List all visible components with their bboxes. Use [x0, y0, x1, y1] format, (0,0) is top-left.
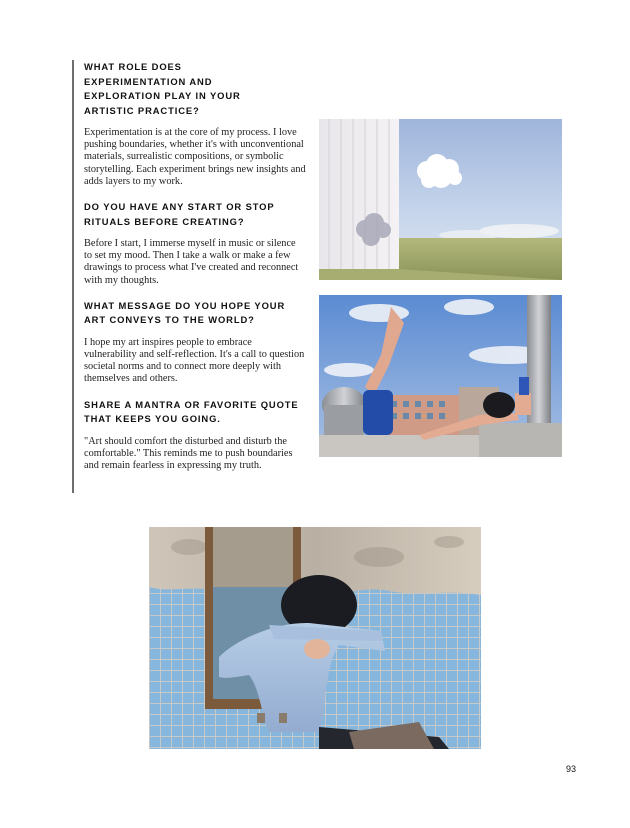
margin-rule — [72, 60, 74, 493]
interview-column — [84, 60, 306, 484]
mirror-embrace-photo — [149, 527, 481, 749]
rooftop-figures-photo — [319, 295, 562, 457]
page-number: 93 — [565, 764, 576, 774]
answer-paragraph: I hope my art inspires people to embrace vulnerability and self-reflection. It's a call to question societal norms and to connect more deeply with themselves and others. — [84, 336, 305, 385]
answer-paragraph: Before I start, I immerse myself in music or silence to set my mood. Then I take a walk or make a few drawings to process what I've created and reconnect with my thoughts. — [84, 238, 299, 286]
answer-paragraph: "Art should comfort the disturbed and disturb the comfortable." This reminds me to push boundaries and remain fearless in expressing my truth. — [84, 435, 293, 472]
qa-block — [84, 200, 306, 287]
cloud-rooftop-photo — [319, 119, 562, 280]
qa-block — [84, 398, 306, 473]
qa-block — [84, 299, 306, 386]
qa-block — [84, 60, 306, 188]
question-heading: DO YOU HAVE ANY START OR STOP RITUALS BEFORE CREATING? — [84, 201, 275, 227]
question-heading: WHAT ROLE DOES EXPERIMENTATION AND EXPLORATION PLAY IN YOUR ARTISTIC PRACTICE? — [84, 61, 241, 116]
question-heading: WHAT MESSAGE DO YOU HOPE YOUR ART CONVEYS TO THE WORLD? — [84, 299, 286, 326]
question-heading: SHARE A MANTRA OR FAVORITE QUOTE THAT KEEPS YOU GOING. — [84, 398, 299, 425]
answer-paragraph: Experimentation is at the core of my process. I love pushing boundaries, whether it's with unconventional materials, surrealistic compositions, or symbolic storytelling. Each experiment brings new insights and adds layers to my work. — [84, 127, 306, 187]
